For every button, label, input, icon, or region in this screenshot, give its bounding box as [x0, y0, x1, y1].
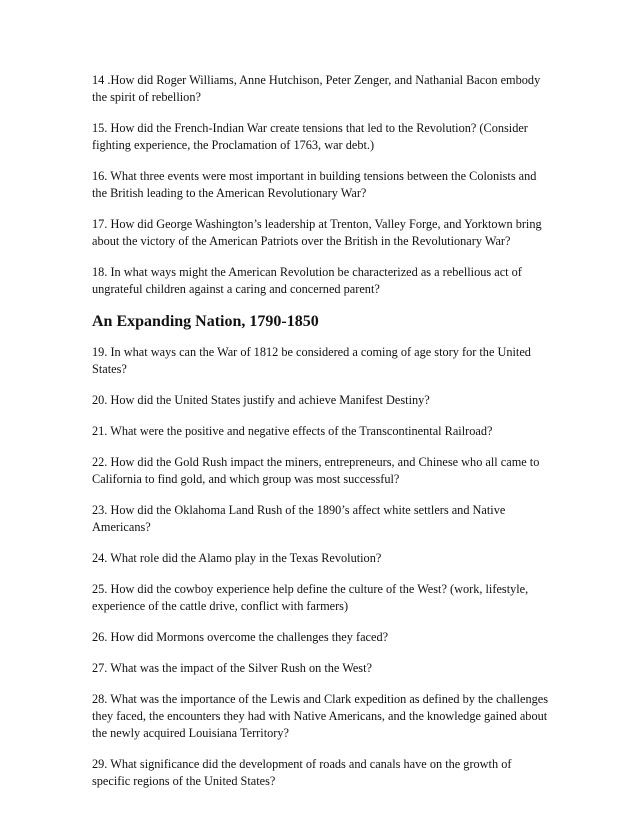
question-29: 29. What significance did the development of roads and canals have on the growth of specific regions of the United States? [92, 757, 512, 788]
question-19: 19. In what ways can the War of 1812 be considered a coming of age story for the United States? [92, 345, 531, 376]
question-20: 20. How did the United States justify and achieve Manifest Destiny? [92, 393, 430, 407]
question-22: 22. How did the Gold Rush impact the miners, entrepreneurs, and Chinese who all came to California to find gold, and which group was most successful? [92, 455, 540, 486]
document-page [92, 72, 550, 804]
question-27: 27. What was the impact of the Silver Rush on the West? [92, 661, 372, 675]
section-heading: An Expanding Nation, 1790-1850 [92, 313, 319, 330]
question-17: 17. How did George Washington’s leadership at Trenton, Valley Forge, and Yorktown bring about the victory of the American Patriots over the British in the Revolutionary War? [92, 217, 542, 248]
question-16: 16. What three events were most important in building tensions between the Colonists and the British leading to the American Revolutionary War? [92, 169, 537, 200]
question-14: 14 .How did Roger Williams, Anne Hutchison, Peter Zenger, and Nathanial Bacon embody the spirit of rebellion? [92, 73, 541, 104]
question-26: 26. How did Mormons overcome the challenges they faced? [92, 630, 389, 644]
question-25: 25. How did the cowboy experience help define the culture of the West? (work, lifestyle, experience of the cattle drive, conflict with farmers) [92, 582, 529, 613]
question-28: 28. What was the importance of the Lewis and Clark expedition as defined by the challenges they faced, the encounters they had with Native Americans, and the knowledge gained about the newly acquired Louisiana Territory? [92, 692, 548, 740]
question-24: 24. What role did the Alamo play in the Texas Revolution? [92, 551, 382, 565]
question-23: 23. How did the Oklahoma Land Rush of the 1890’s affect white settlers and Native Americans? [92, 503, 506, 534]
question-21: 21. What were the positive and negative effects of the Transcontinental Railroad? [92, 424, 493, 438]
question-18: 18. In what ways might the American Revolution be characterized as a rebellious act of ungrateful children against a caring and concerned parent? [92, 265, 522, 296]
question-15: 15. How did the French-Indian War create tensions that led to the Revolution? (Consider fighting experience, the Proclamation of 1763, war debt.) [92, 121, 528, 152]
